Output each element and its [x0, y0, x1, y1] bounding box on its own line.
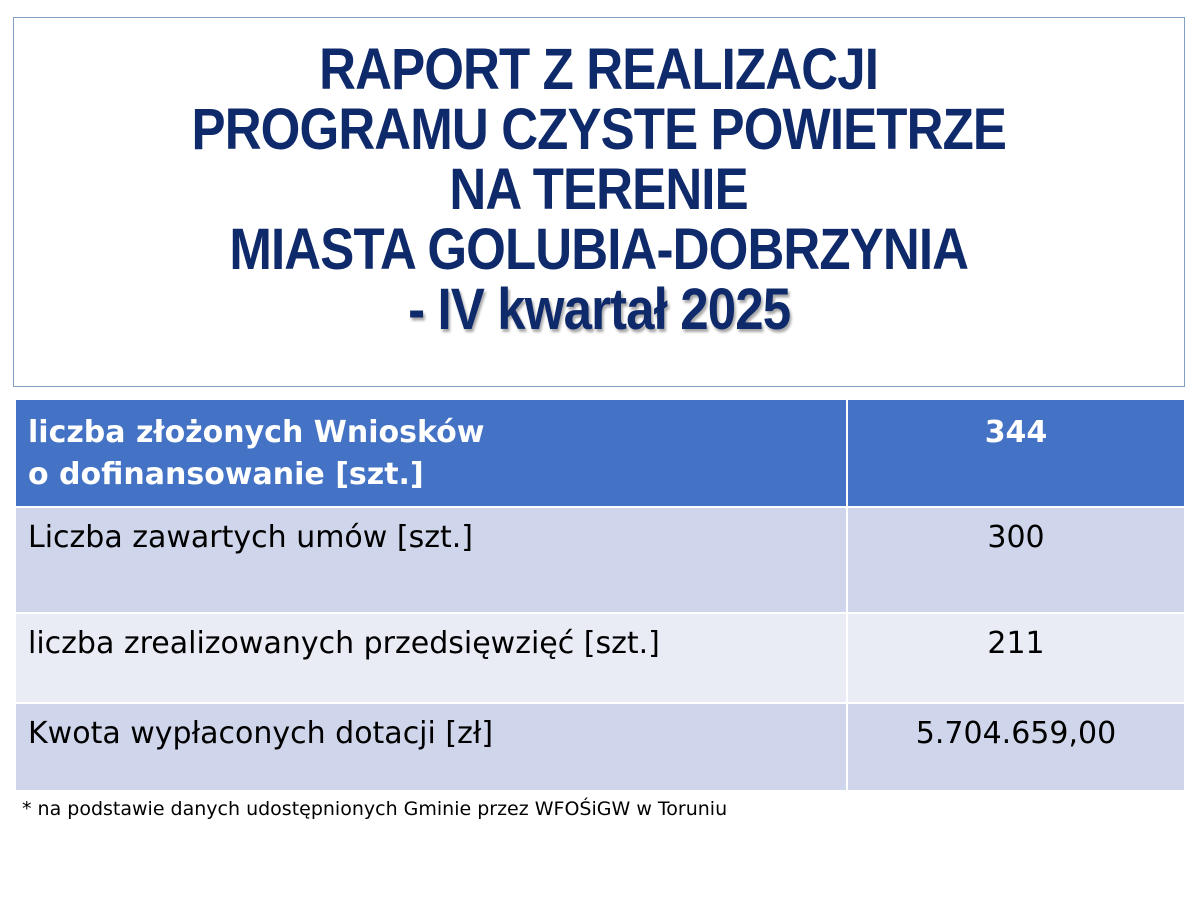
row-label-line: liczba złożonych Wniosków	[28, 415, 485, 450]
table-cell-label: liczba zrealizowanych przedsięwzięć [szt.]	[15, 613, 847, 703]
table-cell-value: 344	[847, 399, 1185, 507]
title-quarter: - IV kwartał 2025	[407, 277, 791, 342]
footnote: * na podstawie danych udostępnionych Gminie przez WFOŚiGW w Toruniu	[22, 798, 728, 820]
table-cell-label: Liczba zawartych umów [szt.]	[15, 507, 847, 613]
title-box	[13, 17, 1185, 387]
table-cell-value: 5.704.659,00	[847, 703, 1185, 791]
table-row	[15, 703, 1185, 791]
row-label-line: o dofinansowanie [szt.]	[28, 457, 424, 492]
table-row	[15, 613, 1185, 703]
title-line-4: MIASTA GOLUBIA-DOBRZYNIA	[229, 217, 969, 282]
table-cell-label: Kwota wypłaconych dotacji [zł]	[15, 703, 847, 791]
table-cell-label	[15, 399, 847, 507]
table-cell-value: 300	[847, 507, 1185, 613]
table-row	[15, 399, 1185, 507]
title-line-3: NA TERENIE	[449, 157, 749, 222]
report-table	[14, 398, 1186, 792]
title-line-2: PROGRAMU CZYSTE POWIETRZE	[191, 97, 1007, 162]
table-cell-value: 211	[847, 613, 1185, 703]
title-line-1: RAPORT Z REALIZACJI	[319, 37, 879, 102]
table-row	[15, 507, 1185, 613]
